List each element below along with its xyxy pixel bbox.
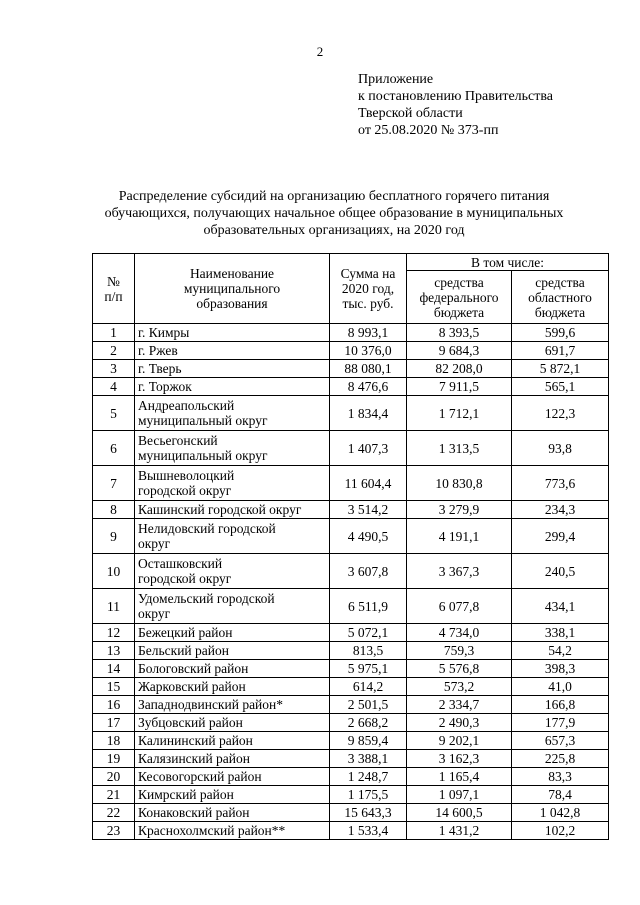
document-title bbox=[70, 188, 598, 239]
row-number: 17 bbox=[93, 714, 135, 732]
federal-amount: 4 191,1 bbox=[407, 519, 512, 554]
appendix-line: Приложение bbox=[358, 72, 434, 87]
regional-amount: 166,8 bbox=[512, 696, 609, 714]
row-number: 12 bbox=[93, 624, 135, 642]
municipality-name bbox=[135, 822, 330, 840]
row-number: 16 bbox=[93, 696, 135, 714]
municipality-name bbox=[135, 342, 330, 360]
municipality-name bbox=[135, 732, 330, 750]
header-text: федерального bbox=[419, 289, 499, 305]
table-row bbox=[93, 396, 609, 431]
total-amount: 1 175,5 bbox=[330, 786, 407, 804]
table-row bbox=[93, 431, 609, 466]
header-text: п/п bbox=[104, 288, 123, 304]
table-row bbox=[93, 732, 609, 750]
municipality-name-line: округ bbox=[138, 606, 171, 621]
federal-amount: 3 367,3 bbox=[407, 554, 512, 589]
regional-amount: 83,3 bbox=[512, 768, 609, 786]
total-amount: 1 834,4 bbox=[330, 396, 407, 431]
header-number bbox=[93, 254, 135, 324]
table-row bbox=[93, 466, 609, 501]
municipality-name bbox=[135, 660, 330, 678]
regional-amount: 54,2 bbox=[512, 642, 609, 660]
row-number: 10 bbox=[93, 554, 135, 589]
table-row bbox=[93, 519, 609, 554]
regional-amount: 240,5 bbox=[512, 554, 609, 589]
table-row bbox=[93, 642, 609, 660]
federal-amount: 7 911,5 bbox=[407, 378, 512, 396]
total-amount: 5 975,1 bbox=[330, 660, 407, 678]
row-number: 5 bbox=[93, 396, 135, 431]
title-line: обучающихся, получающих начальное общее образование в муниципальных bbox=[104, 206, 564, 221]
regional-amount: 1 042,8 bbox=[512, 804, 609, 822]
municipality-name-line: Нелидовский городской bbox=[138, 521, 276, 536]
table-row bbox=[93, 378, 609, 396]
appendix-block bbox=[358, 71, 553, 139]
table-row bbox=[93, 768, 609, 786]
header-federal bbox=[407, 271, 512, 324]
regional-amount: 177,9 bbox=[512, 714, 609, 732]
table-row bbox=[93, 714, 609, 732]
municipality-name-line: Андреапольский bbox=[138, 398, 235, 413]
table-body bbox=[93, 324, 609, 840]
table-row bbox=[93, 822, 609, 840]
municipality-name-line: округ bbox=[138, 536, 171, 551]
row-number: 21 bbox=[93, 786, 135, 804]
total-amount: 11 604,4 bbox=[330, 466, 407, 501]
header-text: Сумма на bbox=[340, 266, 396, 281]
federal-amount: 82 208,0 bbox=[407, 360, 512, 378]
regional-amount: 565,1 bbox=[512, 378, 609, 396]
header-text: бюджета bbox=[433, 304, 485, 320]
table-row bbox=[93, 624, 609, 642]
regional-amount: 78,4 bbox=[512, 786, 609, 804]
federal-amount: 759,3 bbox=[407, 642, 512, 660]
total-amount: 2 501,5 bbox=[330, 696, 407, 714]
total-amount: 614,2 bbox=[330, 678, 407, 696]
federal-amount: 1 431,2 bbox=[407, 822, 512, 840]
row-number: 19 bbox=[93, 750, 135, 768]
municipality-name bbox=[135, 624, 330, 642]
municipality-name-line: Осташковский bbox=[138, 556, 223, 571]
header-text: средства bbox=[434, 274, 484, 290]
regional-amount: 657,3 bbox=[512, 732, 609, 750]
municipality-name bbox=[135, 714, 330, 732]
federal-amount: 573,2 bbox=[407, 678, 512, 696]
regional-amount: 299,4 bbox=[512, 519, 609, 554]
header-total bbox=[330, 254, 407, 324]
table-row bbox=[93, 501, 609, 519]
total-amount: 1 533,4 bbox=[330, 822, 407, 840]
row-number: 14 bbox=[93, 660, 135, 678]
appendix-line: к постановлению Правительства bbox=[358, 89, 554, 104]
regional-amount: 773,6 bbox=[512, 466, 609, 501]
total-amount: 15 643,3 bbox=[330, 804, 407, 822]
regional-amount: 434,1 bbox=[512, 589, 609, 624]
federal-amount: 1 097,1 bbox=[407, 786, 512, 804]
row-number: 11 bbox=[93, 589, 135, 624]
row-number: 3 bbox=[93, 360, 135, 378]
total-amount: 2 668,2 bbox=[330, 714, 407, 732]
regional-amount: 234,3 bbox=[512, 501, 609, 519]
municipality-name bbox=[135, 466, 330, 501]
total-amount: 10 376,0 bbox=[330, 342, 407, 360]
row-number: 6 bbox=[93, 431, 135, 466]
municipality-name bbox=[135, 696, 330, 714]
header-text: 2020 год, bbox=[341, 281, 395, 296]
appendix-line: Тверской области bbox=[358, 106, 463, 121]
municipality-name-line: Калязинский район bbox=[138, 751, 250, 766]
municipality-name-line: г. Тверь bbox=[138, 361, 182, 376]
federal-amount: 1 165,4 bbox=[407, 768, 512, 786]
federal-amount: 3 162,3 bbox=[407, 750, 512, 768]
row-number: 9 bbox=[93, 519, 135, 554]
total-amount: 1 248,7 bbox=[330, 768, 407, 786]
municipality-name bbox=[135, 519, 330, 554]
row-number: 13 bbox=[93, 642, 135, 660]
federal-amount: 2 490,3 bbox=[407, 714, 512, 732]
municipality-name-line: г. Торжок bbox=[138, 379, 192, 394]
municipality-name bbox=[135, 589, 330, 624]
municipality-name bbox=[135, 750, 330, 768]
municipality-name-line: Западнодвинский район* bbox=[138, 697, 284, 712]
municipality-name-line: Бельский район bbox=[138, 643, 229, 658]
federal-amount: 10 830,8 bbox=[407, 466, 512, 501]
table-row bbox=[93, 554, 609, 589]
table-row bbox=[93, 750, 609, 768]
total-amount: 8 476,6 bbox=[330, 378, 407, 396]
federal-amount: 5 576,8 bbox=[407, 660, 512, 678]
row-number: 7 bbox=[93, 466, 135, 501]
federal-amount: 9 684,3 bbox=[407, 342, 512, 360]
title-line: образовательных организациях, на 2020 год bbox=[203, 223, 465, 238]
total-amount: 3 607,8 bbox=[330, 554, 407, 589]
table-row bbox=[93, 660, 609, 678]
row-number: 1 bbox=[93, 324, 135, 342]
header-text: Наименование bbox=[189, 266, 275, 281]
federal-amount: 3 279,9 bbox=[407, 501, 512, 519]
regional-amount: 93,8 bbox=[512, 431, 609, 466]
federal-amount: 9 202,1 bbox=[407, 732, 512, 750]
total-amount: 813,5 bbox=[330, 642, 407, 660]
municipality-name-line: Бологовский район bbox=[138, 661, 249, 676]
table-row bbox=[93, 342, 609, 360]
municipality-name-line: Весьегонский bbox=[138, 433, 218, 448]
title-line: Распределение субсидий на организацию бесплатного горячего питания bbox=[118, 189, 550, 204]
municipality-name-line: муниципальный округ bbox=[138, 448, 268, 463]
municipality-name-line: Жарковский район bbox=[138, 679, 246, 694]
federal-amount: 2 334,7 bbox=[407, 696, 512, 714]
regional-amount: 102,2 bbox=[512, 822, 609, 840]
municipality-name-line: Конаковский район bbox=[138, 805, 250, 820]
header-text: бюджета bbox=[534, 304, 586, 320]
federal-amount: 4 734,0 bbox=[407, 624, 512, 642]
municipality-name bbox=[135, 396, 330, 431]
municipality-name bbox=[135, 554, 330, 589]
regional-amount: 41,0 bbox=[512, 678, 609, 696]
municipality-name-line: Зубцовский район bbox=[138, 715, 243, 730]
appendix-line: от 25.08.2020 № 373-пп bbox=[358, 123, 499, 138]
municipality-name bbox=[135, 378, 330, 396]
table-row bbox=[93, 324, 609, 342]
header-text: № bbox=[107, 273, 120, 289]
municipality-name-line: Кашинский городской округ bbox=[138, 502, 302, 517]
total-amount: 88 080,1 bbox=[330, 360, 407, 378]
row-number: 22 bbox=[93, 804, 135, 822]
header-text: средства bbox=[535, 274, 585, 290]
header-name bbox=[135, 254, 330, 324]
municipality-name bbox=[135, 360, 330, 378]
municipality-name bbox=[135, 768, 330, 786]
total-amount: 8 993,1 bbox=[330, 324, 407, 342]
municipality-name-line: Бежецкий район bbox=[138, 625, 233, 640]
regional-amount: 691,7 bbox=[512, 342, 609, 360]
municipality-name-line: г. Ржев bbox=[138, 343, 178, 358]
header-text: муниципального bbox=[183, 281, 281, 296]
header-text: областного bbox=[528, 289, 592, 305]
row-number: 23 bbox=[93, 822, 135, 840]
municipality-name bbox=[135, 786, 330, 804]
table-row bbox=[93, 678, 609, 696]
municipality-name-line: Удомельский городской bbox=[138, 591, 275, 606]
total-amount: 1 407,3 bbox=[330, 431, 407, 466]
municipality-name bbox=[135, 324, 330, 342]
municipality-name-line: городской округ bbox=[138, 483, 232, 498]
header-including: В том числе: bbox=[407, 254, 609, 271]
regional-amount: 122,3 bbox=[512, 396, 609, 431]
regional-amount: 398,3 bbox=[512, 660, 609, 678]
table-row bbox=[93, 589, 609, 624]
municipality-name bbox=[135, 804, 330, 822]
municipality-name-line: Калининский район bbox=[138, 733, 253, 748]
federal-amount: 8 393,5 bbox=[407, 324, 512, 342]
municipality-name bbox=[135, 642, 330, 660]
federal-amount: 6 077,8 bbox=[407, 589, 512, 624]
header-text: образования bbox=[196, 296, 268, 311]
row-number: 20 bbox=[93, 768, 135, 786]
row-number: 18 bbox=[93, 732, 135, 750]
municipality-name bbox=[135, 431, 330, 466]
total-amount: 4 490,5 bbox=[330, 519, 407, 554]
table-row bbox=[93, 360, 609, 378]
municipality-name-line: городской округ bbox=[138, 571, 232, 586]
total-amount: 3 388,1 bbox=[330, 750, 407, 768]
header-regional bbox=[512, 271, 609, 324]
regional-amount: 599,6 bbox=[512, 324, 609, 342]
municipality-name-line: Кимрский район bbox=[138, 787, 234, 802]
municipality-name-line: Краснохолмский район** bbox=[138, 823, 286, 838]
municipality-name-line: Кесовогорский район bbox=[138, 769, 262, 784]
municipality-name bbox=[135, 501, 330, 519]
row-number: 8 bbox=[93, 501, 135, 519]
regional-amount: 338,1 bbox=[512, 624, 609, 642]
municipality-name-line: г. Кимры bbox=[138, 325, 190, 340]
municipality-name-line: Вышневолоцкий bbox=[138, 468, 235, 483]
table-row bbox=[93, 696, 609, 714]
table-row bbox=[93, 786, 609, 804]
row-number: 2 bbox=[93, 342, 135, 360]
header-text: тыс. руб. bbox=[342, 296, 394, 311]
table-row bbox=[93, 804, 609, 822]
total-amount: 3 514,2 bbox=[330, 501, 407, 519]
row-number: 15 bbox=[93, 678, 135, 696]
total-amount: 9 859,4 bbox=[330, 732, 407, 750]
page-number: 2 bbox=[316, 44, 324, 59]
municipality-name-line: муниципальный округ bbox=[138, 413, 268, 428]
federal-amount: 1 712,1 bbox=[407, 396, 512, 431]
regional-amount: 225,8 bbox=[512, 750, 609, 768]
municipality-name bbox=[135, 678, 330, 696]
federal-amount: 1 313,5 bbox=[407, 431, 512, 466]
subsidy-table bbox=[92, 253, 609, 840]
row-number: 4 bbox=[93, 378, 135, 396]
total-amount: 5 072,1 bbox=[330, 624, 407, 642]
regional-amount: 5 872,1 bbox=[512, 360, 609, 378]
total-amount: 6 511,9 bbox=[330, 589, 407, 624]
federal-amount: 14 600,5 bbox=[407, 804, 512, 822]
